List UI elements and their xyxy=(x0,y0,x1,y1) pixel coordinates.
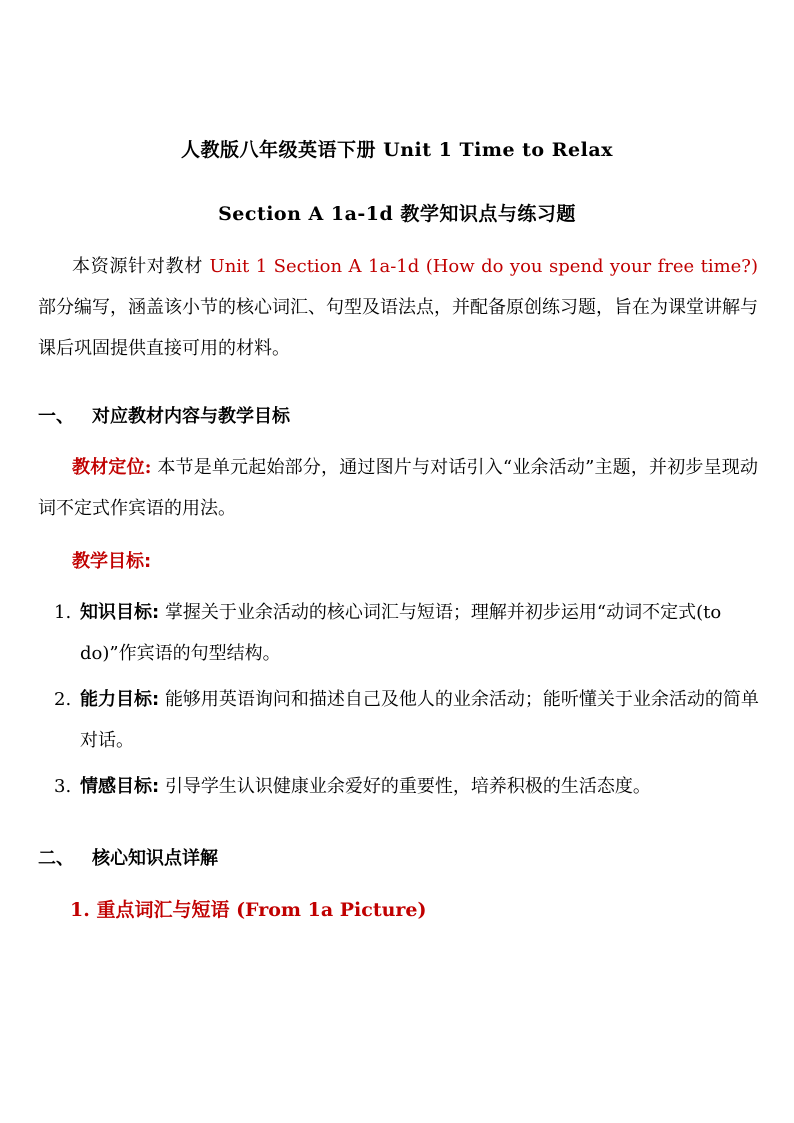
goal-label: 知识目标: xyxy=(80,602,160,623)
goal-number: 2. xyxy=(54,689,72,710)
section-number-1: 一、 xyxy=(38,406,74,427)
intro-paragraph xyxy=(38,246,758,369)
intro-prefix: 本资源针对教材 xyxy=(72,256,204,277)
document-subtitle: Section A 1a-1d 教学知识点与练习题 xyxy=(218,203,576,225)
document-title: 人教版八年级英语下册 Unit 1 Time to Relax xyxy=(181,139,613,161)
goal-number: 3. xyxy=(54,776,72,797)
section-title-1: 对应教材内容与教学目标 xyxy=(92,406,290,427)
subsection-heading-vocabulary: 1. 重点词汇与短语 (From 1a Picture) xyxy=(70,899,427,921)
goal-item xyxy=(54,679,774,761)
goal-text: 能够用英语询问和描述自己及他人的业余活动；能听懂关于业余活动的简单对话。 xyxy=(80,689,759,751)
intro-highlight: Unit 1 Section A 1a-1d (How do you spend your free time?) xyxy=(209,256,758,277)
goal-text: 掌握关于业余活动的核心词汇与短语；理解并初步运用“动词不定式(to do)”作宾语的句型结构。 xyxy=(80,602,722,664)
section-title-2: 核心知识点详解 xyxy=(92,848,218,869)
goal-item xyxy=(54,766,774,807)
position-label: 教材定位: xyxy=(72,457,152,478)
section-heading-2 xyxy=(38,844,218,870)
goal-number: 1. xyxy=(54,602,72,623)
position-text: 本节是单元起始部分，通过图片与对话引入“业余活动”主题，并初步呈现动词不定式作宾语的用法。 xyxy=(38,457,758,519)
goals-label: 教学目标: xyxy=(72,551,152,572)
section-number-2: 二、 xyxy=(38,848,74,869)
position-paragraph xyxy=(38,447,758,529)
goal-text: 引导学生认识健康业余爱好的重要性，培养积极的生活态度。 xyxy=(164,776,651,797)
section-heading-1 xyxy=(38,402,290,428)
intro-suffix: 部分编写，涵盖该小节的核心词汇、句型及语法点，并配备原创练习题，旨在为课堂讲解与课后巩固提供直接可用的材料。 xyxy=(38,297,758,359)
goal-label: 能力目标: xyxy=(80,689,160,710)
goal-item xyxy=(54,592,774,674)
goal-label: 情感目标: xyxy=(80,776,160,797)
